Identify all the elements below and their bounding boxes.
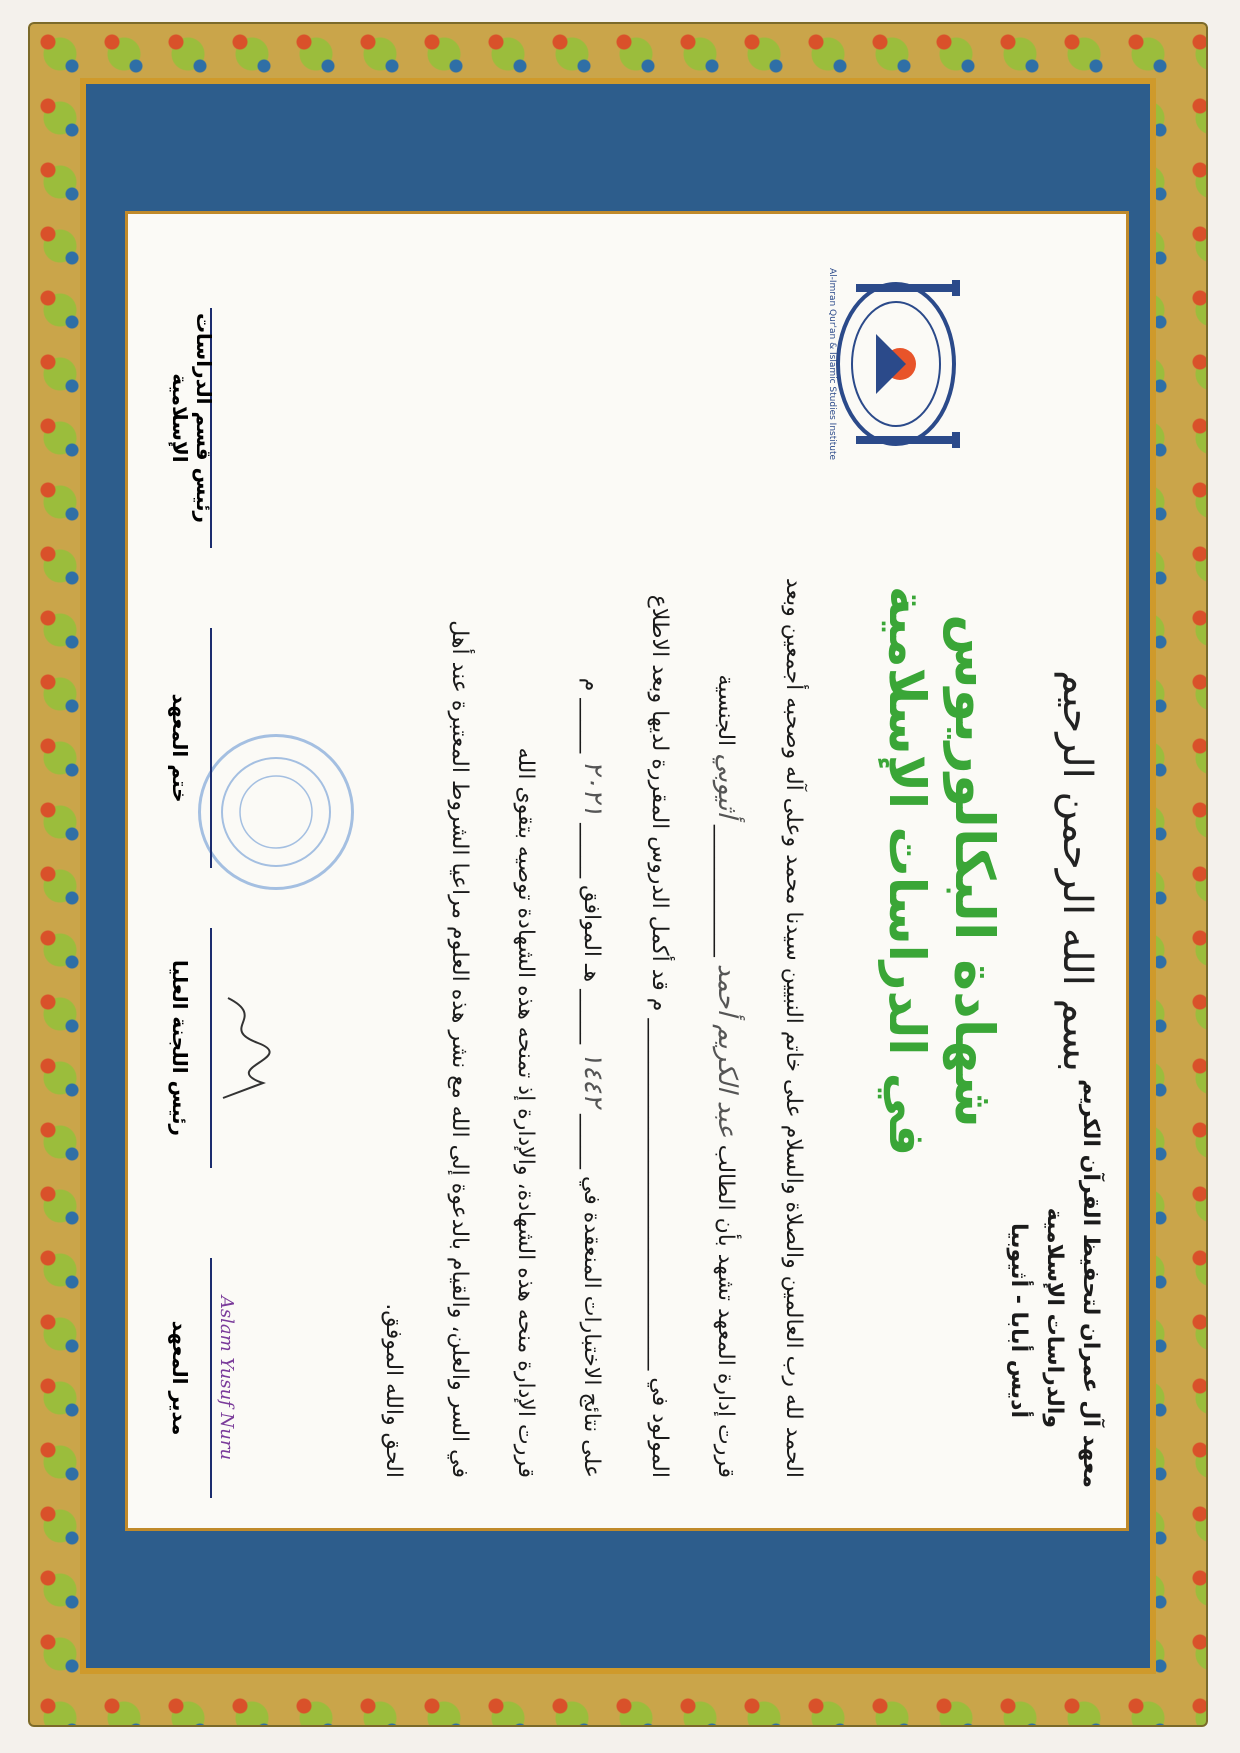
dept-title: رئيس قسم الدراسات الإسلامية (168, 312, 216, 524)
certificate-content (128, 214, 1126, 1528)
certificate-page (128, 214, 1126, 1528)
body-line1: الحمد لله رب العالمين والصلاة والسلام على خاتم النبيين سيدنا محمد وعلى آله وصحبه أجمعين وبعد (781, 577, 806, 1478)
institute-logo-icon (826, 254, 976, 474)
institute-line3: أديس أبابا - أثيوبيا (1006, 1223, 1031, 1418)
committee-signature-scrawl (208, 988, 278, 1108)
seal-title: ختم المعهد (168, 693, 192, 803)
certificate-subtitle: في الدراسات الإسلامية (878, 585, 936, 1157)
student-name: عبد الكريم أحمد (712, 963, 742, 1138)
body-line4: على نتائج الاختبارات المنعقدة في _____ ١٤٤٢ _____ هـ الموافق _____ ٢٠٢١ _____ م (578, 677, 608, 1478)
director-signature-line (210, 1258, 212, 1498)
director-title: مدير المعهد (168, 1320, 192, 1436)
nationality-value: أثيوبي (712, 753, 742, 818)
seal-ring-icon (216, 752, 336, 872)
hijri-year: ١٤٤٢ (578, 1051, 608, 1107)
signature-row (168, 214, 308, 1528)
logo-caption: Al-Imran Qur'an & Islamic Studies Institute (827, 267, 837, 461)
body-line5: قررت الإدارة منحه هذه الشهادة، والإدارة إذ تمنحه هذه الشهادة توصيه بتقوى الله (513, 747, 538, 1478)
seal-signature-line (210, 628, 212, 868)
gregorian-year: ٢٠٢١ (578, 760, 608, 817)
body-line7: الحق والله الموفق. (381, 1303, 406, 1478)
institute-line1: معهد آل عمران لتحفيظ القرآن الكريم (1078, 1079, 1103, 1488)
certificate-body (360, 268, 826, 1478)
institute-line2: والدراسات الإسلامية (1042, 1207, 1067, 1428)
institute-header (1000, 1079, 1108, 1488)
institute-seal-icon (198, 734, 354, 890)
body-line2: قررت إدارة المعهد تشهد بأن الطالب عبد الكريم أحمد ____________ أثيوبي الجنسية (712, 674, 742, 1478)
body-line6: في السر والعلن، والقيام بالدعوة إلى الله مع نشر هذه العلوم مراعيا الشروط المعتبرة عند أهل (447, 620, 472, 1478)
body-line3: المولود في ________________________________ م قد أكمل الدروس المقررة لديها وبعد الاطلاع (647, 594, 672, 1478)
certificate-title: شهادة البكالوريوس (943, 614, 1006, 1128)
basmala: بسم الله الرحمن الرحيم (1054, 669, 1100, 1073)
committee-title: رئيس اللجنة العليا (168, 959, 192, 1137)
director-name: Aslam Yusuf Nuru (216, 1295, 237, 1461)
